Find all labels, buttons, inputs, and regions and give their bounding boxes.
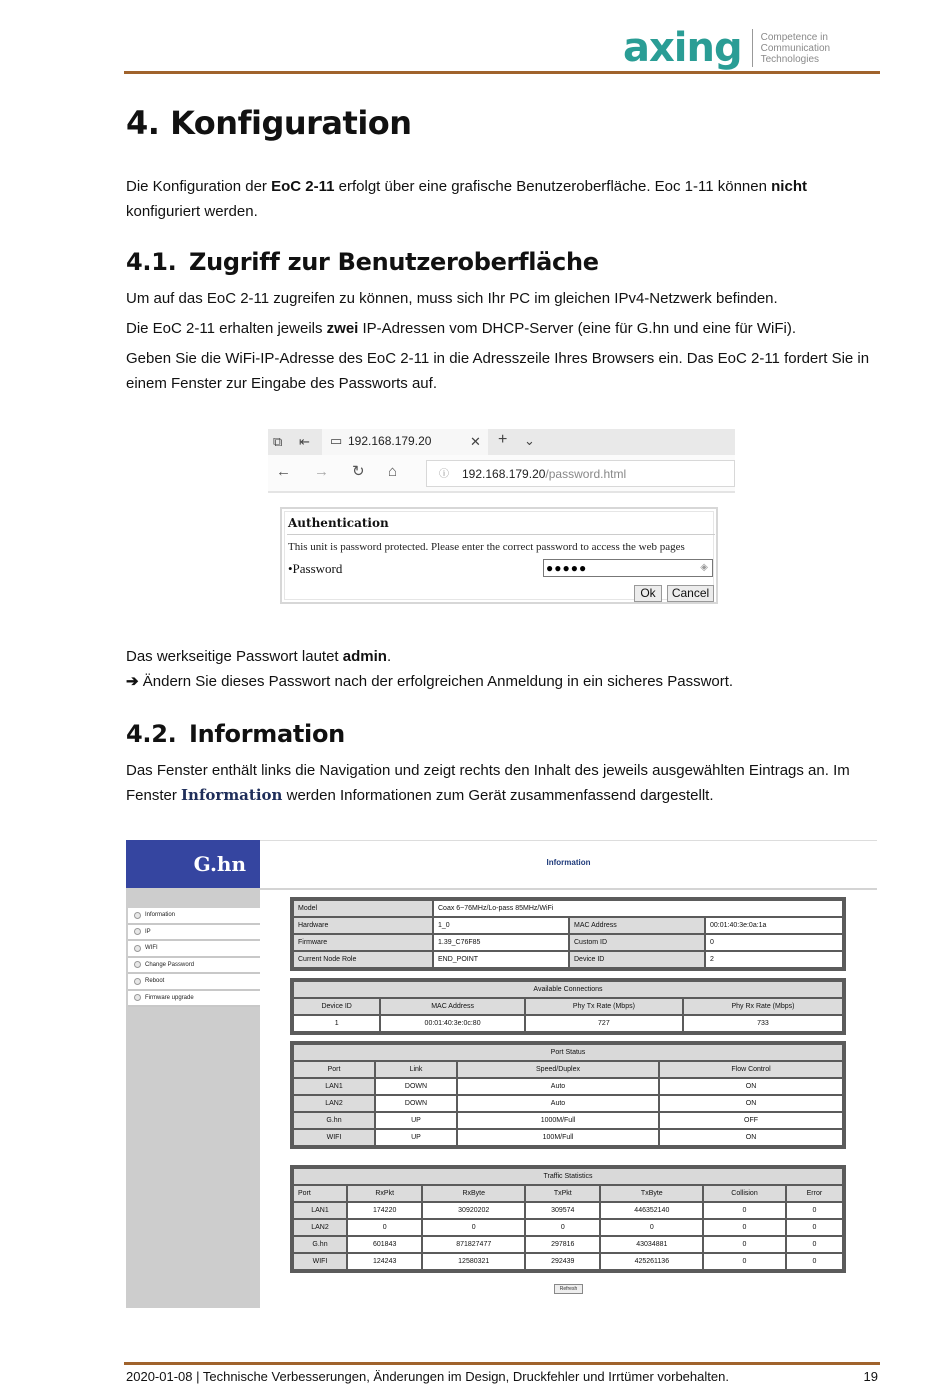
browser-screenshot <box>268 429 735 493</box>
header-rule <box>124 71 880 74</box>
bullet-icon <box>134 994 141 1001</box>
table-row: LAN2 DOWN Auto ON <box>294 1096 842 1111</box>
back-arrow-icon[interactable]: ← <box>276 463 291 480</box>
reveal-password-icon[interactable]: ◈ <box>700 562 708 573</box>
paragraph: Die EoC 2-11 erhalten jeweils zwei IP-Adressen vom DHCP-Server (eine für G.hn und eine für WiFi). <box>126 320 796 337</box>
bullet-icon <box>134 912 141 919</box>
nav-item-firmware-upgrade[interactable]: Firmware upgrade <box>128 991 260 1008</box>
table-header-row: Port Link Speed/Duplex Flow Control <box>294 1062 842 1077</box>
logo-wordmark: axing <box>623 25 742 71</box>
traffic-statistics-table <box>290 1165 846 1273</box>
footer-text: 2020-01-08 | Technische Verbesserungen, Änderungen im Design, Druckfehler und Irrtümer vorbehalten. <box>126 1369 729 1384</box>
table-header-row: Port RxPkt RxByte TxPkt TxByte Collision Error <box>294 1186 842 1201</box>
ghn-web-ui-screenshot <box>126 840 877 1308</box>
section-heading: 4. Konfiguration <box>126 104 412 142</box>
ok-button[interactable]: Ok <box>634 585 662 602</box>
paragraph: Das Fenster enthält links die Navigation und zeigt rechts den Inhalt des jeweils ausgewählten Eintrags an. Im Fenster Information werden Informationen zum Gerät zusammenfassend dargestellt. <box>126 762 850 804</box>
arrow-icon: ➔ <box>126 673 139 690</box>
chevron-down-icon[interactable]: ⌄ <box>524 433 535 448</box>
table-row: G.hn 601843 871827477 297816 43034881 0 0 <box>294 1237 842 1252</box>
table-row: WIFI UP 100M/Full ON <box>294 1130 842 1145</box>
browser-nav-bar <box>268 455 735 491</box>
logo-tagline: Competence in Communication Technologies <box>760 31 831 65</box>
table-row: Model Coax 6~76MHz/Lo-pass 85MHz/WiFi <box>294 901 842 916</box>
reload-icon[interactable]: ↻ <box>352 463 365 480</box>
ghn-sidebar <box>126 840 260 1308</box>
table-row: Firmware 1.39_C76F85 Custom ID 0 <box>294 935 842 950</box>
dialog-message: This unit is password protected. Please enter the correct password to access the web pages <box>288 541 685 553</box>
device-info-table <box>290 897 846 971</box>
bullet-icon <box>134 945 141 952</box>
dialog-title: Authentication <box>288 516 389 530</box>
page-icon: ▭ <box>330 433 343 448</box>
table-row: LAN1 DOWN Auto ON <box>294 1079 842 1094</box>
tab-back-icon: ⇤ <box>299 434 310 449</box>
table-row: 1 00:01:40:3e:0c:80 727 733 <box>294 1016 842 1031</box>
tab-stack-icon: ⧉ <box>273 434 283 449</box>
logo-divider <box>752 29 753 67</box>
table-caption: Port Status <box>294 1045 842 1060</box>
close-tab-icon[interactable]: ✕ <box>470 434 481 449</box>
nav-item-ip[interactable]: IP <box>128 925 260 942</box>
info-icon: ⓘ <box>439 469 449 480</box>
table-caption: Traffic Statistics <box>294 1169 842 1184</box>
address-text: 192.168.179.20/password.html <box>462 467 627 481</box>
footer-rule <box>124 1362 880 1365</box>
subsection-heading: 4.1. Zugriff zur Benutzeroberfläche <box>126 248 599 276</box>
paragraph: Geben Sie die WiFi-IP-Adresse des EoC 2-11 in die Adresszeile Ihres Browsers ein. Das EoC 2-11 fordert Sie in einem Fenster zur Eingabe des Passworts auf. <box>126 350 870 392</box>
browser-tab[interactable] <box>322 429 488 455</box>
table-row: LAN1 174220 30920202 309574 446352140 0 0 <box>294 1203 842 1218</box>
cancel-button[interactable]: Cancel <box>667 585 714 602</box>
table-row: Hardware 1_0 MAC Address 00:01:40:3e:0a:1a <box>294 918 842 933</box>
connections-table <box>290 978 846 1035</box>
nav-item-reboot[interactable]: Reboot <box>128 974 260 991</box>
table-row: G.hn UP 1000M/Full OFF <box>294 1113 842 1128</box>
table-caption: Available Connections <box>294 982 842 997</box>
table-row: LAN2 0 0 0 0 0 0 <box>294 1220 842 1235</box>
tab-title: 192.168.179.20 <box>348 434 432 448</box>
company-logo <box>623 25 831 71</box>
refresh-button[interactable]: Refresh <box>554 1284 583 1294</box>
table-row: WIFI 124243 12580321 292439 425261136 0 0 <box>294 1254 842 1269</box>
port-status-table <box>290 1041 846 1149</box>
table-row: Current Node Role END_POINT Device ID 2 <box>294 952 842 967</box>
nav-item-information[interactable]: Information <box>128 908 260 925</box>
bullet-icon <box>134 928 141 935</box>
subsection-heading: 4.2. Information <box>126 720 345 748</box>
paragraph: ➔ Ändern Sie dieses Passwort nach der erfolgreichen Anmeldung in ein sicheres Passwort. <box>126 673 734 690</box>
nav-item-wifi[interactable]: WIFI <box>128 941 260 958</box>
paragraph: Das werkseitige Passwort lautet admin. <box>126 648 392 665</box>
new-tab-icon[interactable]: + <box>498 431 508 448</box>
ghn-nav-menu <box>128 908 260 1007</box>
paragraph: Um auf das EoC 2-11 zugreifen zu können, muss sich Ihr PC im gleichen IPv4-Netzwerk befinden. <box>126 290 778 307</box>
password-field[interactable]: ●●●●● ◈ <box>543 559 713 577</box>
ghn-logo: G.hn <box>126 840 260 888</box>
section-intro: Die Konfiguration der EoC 2-11 erfolgt über eine grafische Benutzeroberfläche. Eoc 1-11 können nicht konfiguriert werden. <box>126 178 807 220</box>
browser-tab-bar <box>268 429 735 455</box>
address-bar[interactable] <box>426 460 735 487</box>
forward-arrow-icon[interactable]: → <box>314 463 329 480</box>
bullet-icon <box>134 961 141 968</box>
home-icon[interactable]: ⌂ <box>388 463 398 480</box>
page-number: 19 <box>863 1369 878 1384</box>
page-footer <box>126 1369 878 1384</box>
password-label: •Password <box>288 561 343 576</box>
authentication-dialog <box>280 507 718 604</box>
nav-item-change-password[interactable]: Change Password <box>128 958 260 975</box>
divider <box>287 534 715 535</box>
bullet-icon <box>134 978 141 985</box>
ghn-page-title: Information <box>546 858 591 867</box>
table-header-row: Device ID MAC Address Phy Tx Rate (Mbps) Phy Rx Rate (Mbps) <box>294 999 842 1014</box>
